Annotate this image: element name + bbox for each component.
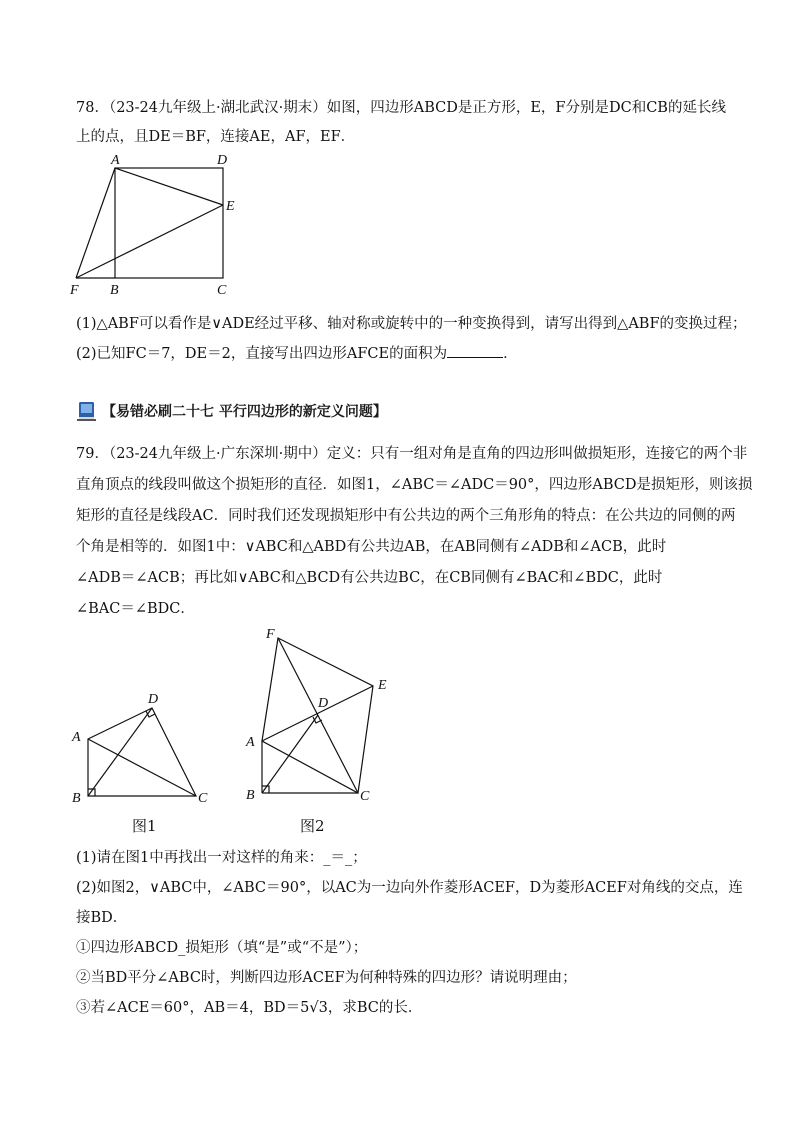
fig2-label-A: A — [246, 735, 255, 750]
q78-line2: 上的点，且DE＝BF，连接AE，AF，EF． — [76, 129, 356, 145]
q79-c1: ①四边形ABCD_损矩形（填“是”或“不是”）； — [76, 940, 368, 956]
fig1-label-B: B — [72, 791, 81, 806]
fig1-label-D: D — [148, 692, 159, 707]
fig2-label-C: C — [360, 789, 370, 804]
section-header — [76, 398, 387, 424]
q79-line2: 直角顶点的线段叫做这个损矩形的直径．如图1，∠ABC＝∠ADC＝90°，四边形ABCD是损矩形，则该损 — [76, 477, 753, 493]
q78-sub2-end: ． — [503, 346, 518, 362]
fig1-caption: 图1 — [132, 817, 157, 835]
q79-line6: ∠BAC＝∠BDC． — [76, 601, 195, 617]
q78-sub1: (1)△ABF可以看作是∨ADE经过平移、轴对称或旋转中的一种变换得到，请写出得到△ABF的变换过程； — [76, 316, 747, 332]
fig2-label-E: E — [378, 678, 387, 693]
fig2-label-B: B — [246, 788, 255, 803]
q79-line5: ∠ADB＝∠ACB；再比如∨ABC和△BCD有公共边BC，在CB同侧有∠BAC和∠BDC，此时 — [76, 570, 663, 586]
square-abcd — [115, 168, 223, 278]
q79-line1: 79．（23-24九年级上·广东深圳·期中）定义：只有一组对角是直角的四边形叫做损矩形，连接它的两个非 — [76, 446, 748, 462]
q79-line4: 个角是相等的．如图1中：∨ABC和△ABD有公共边AB，在AB同侧有∠ADB和∠ACB，此时 — [76, 539, 667, 555]
label-A: A — [111, 153, 120, 168]
q79-c2: ②当BD平分∠ABC时，判断四边形ACEF为何种特殊的四边形？请说明理由； — [76, 970, 577, 986]
label-F: F — [70, 283, 79, 298]
fig2-label-D: D — [318, 696, 329, 711]
q78-sub2-row — [76, 343, 518, 365]
q79-line3: 矩形的直径是线段AC．同时我们还发现损矩形中有公共边的两个三角形角的特点：在公共边的同侧的两 — [76, 508, 736, 524]
label-B: B — [110, 283, 119, 298]
label-E: E — [226, 199, 235, 214]
segment-ae — [115, 168, 223, 205]
diagonal-bd — [88, 708, 152, 796]
fig2-caption: 图2 — [300, 817, 325, 835]
q79-sub2b: 接BD． — [76, 910, 128, 926]
q79-figure2 — [240, 625, 410, 840]
q78-sub2: (2)已知FC＝7，DE＝2，直接写出四边形AFCE的面积为 — [76, 346, 448, 362]
diagonal-ac — [88, 739, 196, 796]
q78-line1: 78．（23-24九年级上·湖北武汉·期末）如图，四边形ABCD是正方形，E，F分别是DC和CB的延长线 — [76, 100, 726, 116]
q79-sub2a: (2)如图2，∨ABC中，∠ABC＝90°，以AC为一边向外作菱形ACEF，D为菱形ACEF对角线的交点，连 — [76, 880, 743, 896]
q79-sub1: (1)请在图1中再找出一对这样的角来：_＝_； — [76, 850, 367, 866]
label-D: D — [217, 153, 228, 168]
fig1-label-A: A — [72, 730, 81, 745]
section-title: 【易错必刷二十七 平行四边形的新定义问题】 — [102, 404, 387, 420]
answer-blank — [447, 343, 503, 358]
q78-figure — [60, 150, 260, 300]
q79-c3: ③若∠ACE＝60°，AB＝4，BD＝5√3，求BC的长． — [76, 1000, 423, 1016]
fig1-label-C: C — [198, 791, 208, 806]
q79-figure1 — [66, 685, 226, 840]
fig2-label-F: F — [266, 627, 275, 642]
label-C: C — [217, 283, 227, 298]
book-icon — [76, 400, 98, 422]
